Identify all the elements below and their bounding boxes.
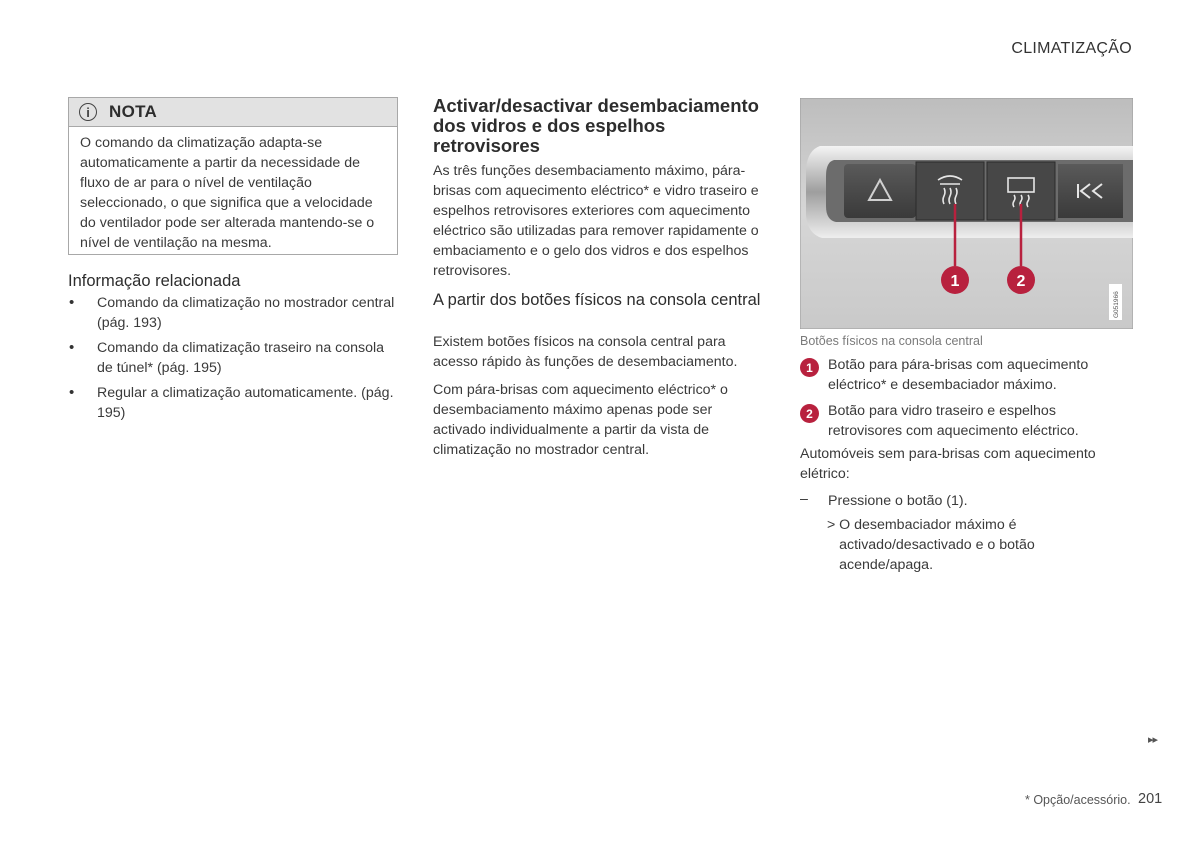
callout-text-1: Botão para pára-brisas com aquecimento eléctrico* e desembaciador máximo. <box>828 357 1089 393</box>
paragraph-physical-buttons: Existem botões físicos na consola central para acesso rápido às funções de desembaciamento. <box>433 334 738 370</box>
note-header <box>69 98 397 127</box>
related-list <box>68 293 403 428</box>
callout-item-2 <box>800 401 1130 441</box>
callout-item-1 <box>800 355 1130 395</box>
console-buttons-photo <box>800 98 1133 329</box>
page-number: 201 <box>1138 791 1163 807</box>
callout-badge-1: 1 <box>800 358 819 377</box>
related-link-2[interactable]: • Comando da climatização traseiro na consola de túnel* (pág. 195) <box>68 338 403 378</box>
paragraph-heated-windscreen: Com pára-brisas com aquecimento eléctrico* o desembaciamento máximo apenas pode ser activado individualmente a partir da vista de climatização no mostrador central. <box>433 382 728 458</box>
subheading: A partir dos botões físicos na consola central <box>433 291 761 309</box>
section-header: CLIMATIZAÇÃO <box>1011 40 1132 57</box>
image-code: G051966 <box>1113 291 1120 318</box>
callout-badge-2: 2 <box>800 404 819 423</box>
continue-arrows-icon: ▸▸ <box>1148 734 1158 746</box>
callout-marker-1-label: 1 <box>950 273 960 290</box>
step-marker: – <box>800 491 808 507</box>
intro-paragraph: As três funções desembaciamento máximo, pára-brisas com aquecimento eléctrico* e vidro traseiro e espelhos retrovisores exteriores com aquecimento eléctrico são utilizadas para remover rapidamente o embaciamento e o gelo dos vidros e dos espelhos retrovisores. <box>433 163 759 279</box>
related-link-1[interactable]: • Comando da climatização no mostrador central (pág. 193) <box>68 293 403 333</box>
note-box <box>68 97 398 255</box>
info-icon: i <box>79 103 97 121</box>
cars-without-heated-windscreen: Automóveis sem para-brisas com aquecimento elétrico: <box>800 446 1096 482</box>
footnote: * Opção/acessório. <box>1025 793 1131 807</box>
step-text: Pressione o botão (1). <box>828 493 968 509</box>
main-heading: Activar/desactivar desembaciamento dos vidros e dos espelhos retrovisores <box>433 95 759 156</box>
result-text: O desembaciador máximo é activado/desactivado e o botão acende/apaga. <box>839 517 1035 573</box>
result-marker: > <box>827 517 836 533</box>
note-title: NOTA <box>109 102 158 121</box>
related-link-3[interactable]: • Regular a climatização automaticamente. (pág. 195) <box>68 383 403 423</box>
step-result <box>827 515 1127 575</box>
instruction-step <box>800 491 1130 511</box>
related-heading: Informação relacionada <box>68 272 241 290</box>
callout-text-2: Botão para vidro traseiro e espelhos retrovisores com aquecimento eléctrico. <box>828 403 1079 439</box>
figure-caption: Botões físicos na consola central <box>800 334 983 348</box>
callout-marker-2-label: 2 <box>1016 273 1026 290</box>
note-body: O comando da climatização adapta-se automaticamente a partir da necessidade de fluxo de ar para o nível de ventilação seleccionado, o que significa que a velocidade do ventilador pode ser alterada mantendo-se o nível de ventilação na mesma. <box>80 135 375 251</box>
